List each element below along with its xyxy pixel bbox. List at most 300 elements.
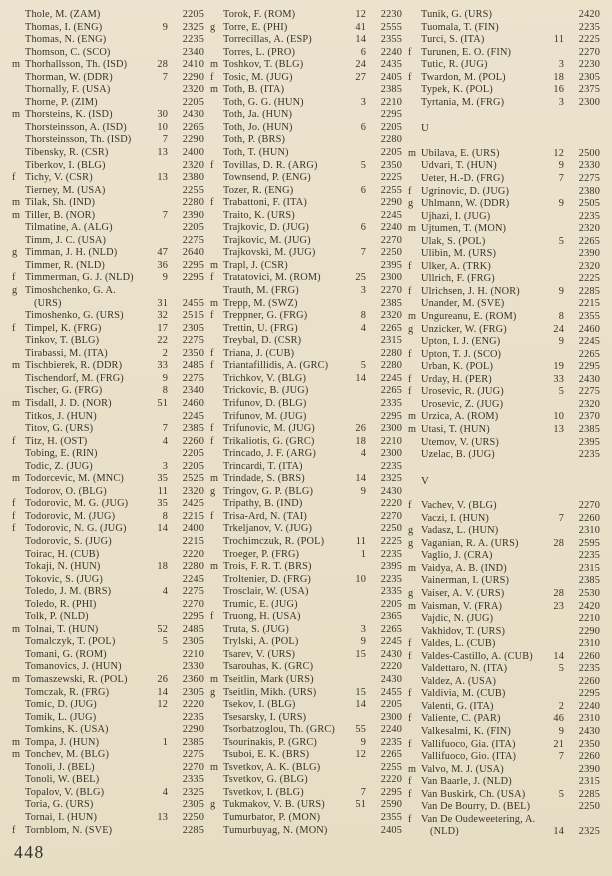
player-name: Valkesalmi, K. (FIN) xyxy=(421,725,511,737)
rating-value: 2215 xyxy=(578,298,600,310)
rating-entry xyxy=(12,84,204,97)
games-count xyxy=(342,385,366,398)
player-name: Toth, P. (BRS) xyxy=(223,134,286,146)
rating-entry xyxy=(12,172,204,185)
title-letter xyxy=(210,122,223,135)
player-name: Toledo, J. M. (BRS) xyxy=(25,586,112,598)
player-name: Thornally, F. (USA) xyxy=(25,84,111,96)
rating-entry xyxy=(408,437,600,450)
rating-value: 2225 xyxy=(380,535,402,547)
games-count: 12 xyxy=(355,749,366,761)
title-letter: g xyxy=(210,21,216,33)
rating-value: 2210 xyxy=(380,435,402,447)
rating-value: 2355 xyxy=(578,311,600,323)
rating-entry xyxy=(12,825,204,838)
player-name: Trkeljanov, V. (JUG) xyxy=(223,523,313,535)
player-name: Torrecillas, A. (ESP) xyxy=(223,34,312,46)
title-letter xyxy=(12,787,25,800)
rating-entry xyxy=(12,210,204,223)
title-letter: m xyxy=(408,147,417,159)
rating-value: 2295 xyxy=(578,688,600,700)
rating-value: 2380 xyxy=(182,172,204,184)
player-name: Tripathy, B. (IND) xyxy=(223,498,303,510)
rating-entry xyxy=(12,72,204,85)
games-count xyxy=(342,599,366,612)
rating-value: 2205 xyxy=(380,121,402,133)
rating-value: 2295 xyxy=(182,259,204,271)
rating-value: 2290 xyxy=(380,197,402,209)
title-letter: g xyxy=(210,686,216,698)
player-name: Tiberkov, I. (BLG) xyxy=(25,159,106,171)
rating-entry xyxy=(12,373,204,386)
title-letter: m xyxy=(12,473,21,485)
rating-value: 2430 xyxy=(182,109,204,121)
games-count xyxy=(144,724,168,737)
rating-value: 2430 xyxy=(380,673,402,685)
title-letter xyxy=(408,273,421,286)
rating-entry xyxy=(12,34,204,47)
rating-value: 2335 xyxy=(182,774,204,786)
rating-value: 2330 xyxy=(578,160,600,172)
rating-entry xyxy=(210,799,402,812)
rating-entry xyxy=(12,47,204,60)
player-name: Tischendorf, M. (FRG) xyxy=(25,372,124,384)
title-letter xyxy=(12,122,25,135)
games-count xyxy=(144,47,168,60)
player-name: Valdes, L. (CUB) xyxy=(421,638,496,650)
title-letter xyxy=(12,712,25,725)
games-count: 3 xyxy=(360,623,366,635)
games-count: 9 xyxy=(558,725,564,737)
player-name: Tsuboi, E. K. (BRS) xyxy=(223,749,310,761)
games-count xyxy=(540,550,564,563)
rating-value: 2235 xyxy=(578,449,600,461)
games-count xyxy=(342,134,366,147)
player-name: Tilak, Sh. (IND) xyxy=(25,197,96,209)
title-letter xyxy=(408,826,421,839)
title-letter: g xyxy=(210,799,216,811)
rating-entry xyxy=(210,134,402,147)
games-count: 14 xyxy=(553,826,564,838)
rating-value: 2245 xyxy=(182,573,204,585)
rating-value: 2330 xyxy=(182,661,204,673)
rating-entry xyxy=(12,59,204,72)
player-name: Tomalczyk, T. (POL) xyxy=(25,636,116,648)
title-letter xyxy=(210,825,223,838)
rating-value xyxy=(564,814,600,827)
rating-value: 2275 xyxy=(182,749,204,761)
title-letter xyxy=(408,97,421,110)
rating-value: 2295 xyxy=(380,786,402,798)
player-name: Turci, S. (ITA) xyxy=(421,34,485,46)
title-letter: f xyxy=(408,738,412,750)
title-letter xyxy=(12,185,25,198)
rating-entry xyxy=(408,713,600,726)
title-letter xyxy=(210,109,223,122)
title-letter xyxy=(12,335,25,348)
games-count xyxy=(144,549,168,562)
player-name: Tomaszewski, R. (POL) xyxy=(25,673,128,685)
games-count xyxy=(540,437,564,450)
rating-value: 2375 xyxy=(578,84,600,96)
games-count xyxy=(342,348,366,361)
title-letter: m xyxy=(12,397,21,409)
player-name: Trifunovic, M. (JUG) xyxy=(223,423,315,435)
games-count: 10 xyxy=(553,411,564,423)
rating-value: 2210 xyxy=(578,613,600,625)
rating-value: 2385 xyxy=(182,423,204,435)
rating-entry xyxy=(12,636,204,649)
rating-entry xyxy=(408,374,600,387)
games-count: 9 xyxy=(558,336,564,348)
title-letter: m xyxy=(12,360,21,372)
player-name: Typek, K. (POL) xyxy=(421,84,493,96)
rating-entry xyxy=(408,59,600,72)
games-count xyxy=(540,22,564,35)
rating-entry xyxy=(408,563,600,576)
rating-value: 2220 xyxy=(380,661,402,673)
rating-entry xyxy=(408,311,600,324)
rating-value: 2205 xyxy=(182,460,204,472)
title-letter: f xyxy=(408,348,412,360)
rating-value: 2360 xyxy=(182,673,204,685)
player-name: Trepp, M. (SWZ) xyxy=(223,297,298,309)
games-count: 9 xyxy=(162,21,168,33)
title-letter xyxy=(12,636,25,649)
games-count: 51 xyxy=(355,799,366,811)
rating-entry xyxy=(12,436,204,449)
rating-value: 2215 xyxy=(182,535,204,547)
rating-value: 2500 xyxy=(578,147,600,159)
rating-value: 2460 xyxy=(182,397,204,409)
title-letter xyxy=(408,84,421,97)
rating-value: 2265 xyxy=(380,385,402,397)
title-letter xyxy=(210,448,223,461)
player-name: Torok, F. (ROM) xyxy=(223,9,296,20)
player-name: Titov, G. (URS) xyxy=(25,423,94,435)
games-count xyxy=(540,764,564,777)
title-letter: f xyxy=(408,713,412,725)
title-letter xyxy=(12,611,25,624)
title-letter xyxy=(210,498,223,511)
rating-entry xyxy=(12,310,204,323)
rating-entry xyxy=(12,323,204,336)
title-letter: f xyxy=(12,322,16,334)
rating-entry xyxy=(408,211,600,224)
player-name: Tsesarsky, I. (URS) xyxy=(223,711,307,723)
player-name: Valiente, C. (PAR) xyxy=(421,713,501,725)
games-count xyxy=(342,298,366,311)
player-name: Truta, S. (JUG) xyxy=(223,623,289,635)
player-name: Tutic, R. (JUG) xyxy=(421,59,488,71)
player-name: Toth, G. G. (HUN) xyxy=(223,96,304,108)
rating-entry xyxy=(210,348,402,361)
player-name: Tilmatine, A. (ALG) xyxy=(25,222,113,234)
title-letter: f xyxy=(12,510,16,522)
player-name: Trickovic, B. (JUG) xyxy=(223,385,309,397)
rating-value: 2260 xyxy=(578,751,600,763)
title-letter xyxy=(12,411,25,424)
rating-value: 2590 xyxy=(380,799,402,811)
rating-value: 2235 xyxy=(182,34,204,46)
player-name: Trois, F. R. T. (BRS) xyxy=(223,561,312,573)
title-letter xyxy=(408,248,421,261)
player-name: Trabattoni, F. (ITA) xyxy=(223,197,307,209)
player-name: Urosevic, Z. (JUG) xyxy=(421,398,504,410)
player-name: Todorovic, M. (JUG) xyxy=(25,510,116,522)
games-count xyxy=(144,448,168,461)
rating-value: 2390 xyxy=(182,209,204,221)
title-letter: m xyxy=(408,411,417,423)
games-count: 4 xyxy=(162,586,168,598)
title-letter xyxy=(12,298,25,311)
rating-value: 2220 xyxy=(182,699,204,711)
rating-entry xyxy=(408,751,600,764)
title-letter xyxy=(210,235,223,248)
title-letter: f xyxy=(12,523,16,535)
player-name: Tomczak, R. (FRG) xyxy=(25,686,110,698)
rating-entry xyxy=(210,712,402,725)
rating-value: 2320 xyxy=(182,84,204,96)
player-name: Tibensky, R. (CSR) xyxy=(25,147,109,159)
rating-value: 2235 xyxy=(380,736,402,748)
title-letter xyxy=(12,385,25,398)
rating-value: 2430 xyxy=(578,725,600,737)
rating-value: 2290 xyxy=(578,625,600,637)
rating-value: 2280 xyxy=(380,134,402,146)
rating-entry xyxy=(408,513,600,526)
games-count: 55 xyxy=(355,724,366,736)
rating-value: 2340 xyxy=(182,385,204,397)
rating-value: 2320 xyxy=(182,159,204,171)
games-count: 5 xyxy=(558,663,564,675)
rating-entry xyxy=(408,613,600,626)
rating-entry xyxy=(210,561,402,574)
rating-entry xyxy=(210,825,402,838)
rating-entry xyxy=(12,787,204,800)
player-name: Titkos, J. (HUN) xyxy=(25,410,97,422)
rating-value: 2300 xyxy=(578,96,600,108)
player-name: Tomik, L. (JUG) xyxy=(25,711,97,723)
games-count: 8 xyxy=(558,311,564,323)
player-name: Ulibin, M. (URS) xyxy=(421,248,497,260)
player-name: Tonchev, M. (BLG) xyxy=(25,749,110,761)
rating-entry xyxy=(210,47,402,60)
games-count xyxy=(540,273,564,286)
games-count xyxy=(144,799,168,812)
rating-value: 2265 xyxy=(380,623,402,635)
player-name: Vallifuoco, Gia. (ITA) xyxy=(421,738,516,750)
player-name: Tornai, I. (HUN) xyxy=(25,812,98,823)
rating-value: 2280 xyxy=(182,561,204,573)
player-name: Thorne, P. (ZIM) xyxy=(25,96,98,108)
player-name: Trapl, J. (CSR) xyxy=(223,259,288,271)
rating-entry xyxy=(12,134,204,147)
games-count xyxy=(342,661,366,674)
rating-entry xyxy=(12,335,204,348)
rating-entry xyxy=(12,674,204,687)
player-name: Ulrichsen, J. H. (NOR) xyxy=(421,285,520,297)
player-name: Upton, T. J. (SCO) xyxy=(421,348,502,360)
games-count: 15 xyxy=(355,648,366,660)
title-letter xyxy=(12,84,25,97)
games-count: 3 xyxy=(162,460,168,472)
title-letter: f xyxy=(408,688,412,700)
player-name: Toth, Ja. (HUN) xyxy=(223,109,293,121)
rating-value: 2255 xyxy=(380,761,402,773)
rating-value: 2215 xyxy=(182,510,204,522)
rating-entry xyxy=(408,47,600,60)
title-letter xyxy=(210,549,223,562)
games-count xyxy=(540,626,564,639)
games-count: 11 xyxy=(157,485,168,497)
rating-value: 2260 xyxy=(182,435,204,447)
rating-entry xyxy=(210,72,402,85)
games-count xyxy=(540,575,564,588)
games-count xyxy=(540,638,564,651)
player-name: Tirabassi, M. (ITA) xyxy=(25,347,108,359)
title-letter: g xyxy=(408,525,414,537)
games-count xyxy=(342,712,366,725)
title-letter xyxy=(210,712,223,725)
rating-value: 2225 xyxy=(380,172,402,184)
games-count: 11 xyxy=(553,34,564,46)
games-count: 3 xyxy=(558,96,564,108)
rating-entry xyxy=(210,762,402,775)
rating-value: 2245 xyxy=(380,636,402,648)
player-name: Trincado, J. F. (ARG) xyxy=(223,448,316,460)
games-count: 4 xyxy=(162,786,168,798)
rating-value: 2275 xyxy=(578,173,600,185)
rating-entry xyxy=(12,486,204,499)
rating-value: 2305 xyxy=(182,636,204,648)
rating-value: 2420 xyxy=(578,9,600,20)
rating-value: 2395 xyxy=(380,561,402,573)
player-name: Tornblom, N. (SVE) xyxy=(25,824,113,836)
player-name: Uzelac, B. (JUG) xyxy=(421,449,495,461)
games-count: 9 xyxy=(558,160,564,172)
player-name: Tyrtania, M. (FRG) xyxy=(421,96,505,108)
rating-entry xyxy=(408,286,600,299)
player-name: Todorovic, M. G. (JUG) xyxy=(25,498,129,510)
player-name: Twardon, M. (POL) xyxy=(421,71,506,83)
player-name: Valdez, A. (USA) xyxy=(421,675,497,687)
player-name: Unander, M. (SVE) xyxy=(421,298,505,310)
title-letter: f xyxy=(408,71,412,83)
games-count: 47 xyxy=(157,247,168,259)
games-count: 35 xyxy=(157,498,168,510)
player-name: Tomani, G. (ROM) xyxy=(25,648,107,660)
title-letter: f xyxy=(12,272,16,284)
games-count: 33 xyxy=(157,360,168,372)
rating-entry xyxy=(210,737,402,750)
title-letter xyxy=(12,724,25,737)
title-letter: m xyxy=(12,749,21,761)
games-count: 2 xyxy=(162,347,168,359)
rating-value: 2385 xyxy=(380,84,402,96)
rating-value: 2430 xyxy=(380,485,402,497)
rating-value: 2205 xyxy=(182,9,204,20)
rating-value: 2295 xyxy=(182,611,204,623)
rating-value: 2350 xyxy=(578,738,600,750)
rating-entry xyxy=(408,538,600,551)
rating-entry xyxy=(12,724,204,737)
player-name: Timmer, R. (NLD) xyxy=(25,259,105,271)
title-letter xyxy=(210,373,223,386)
player-name: Troltenier, D. (FRG) xyxy=(223,573,312,585)
rating-value: 2420 xyxy=(578,600,600,612)
player-name: Valvo, M. J. (USA) xyxy=(421,763,504,775)
rating-entry xyxy=(408,726,600,739)
player-name: Vallifuoco, Gio. (ITA) xyxy=(421,751,517,763)
rating-entry xyxy=(210,285,402,298)
player-name: Truong, H. (USA) xyxy=(223,611,301,623)
player-name: Toshkov, T. (BLG) xyxy=(223,59,304,71)
rating-entry xyxy=(12,185,204,198)
player-name: Torre, E. (PHI) xyxy=(223,21,288,33)
rating-value: 2270 xyxy=(380,285,402,297)
title-letter: g xyxy=(408,587,414,599)
rating-value: 2270 xyxy=(578,46,600,58)
title-letter: m xyxy=(12,209,21,221)
title-letter xyxy=(12,310,25,323)
games-count xyxy=(144,84,168,97)
player-name: Vaganian, R. A. (URS) xyxy=(421,537,519,549)
player-name: Tsarev, V. (URS) xyxy=(223,648,296,660)
rating-entry xyxy=(210,649,402,662)
games-count: 9 xyxy=(162,272,168,284)
rating-entry xyxy=(408,186,600,199)
player-name: Townsend, P. (ENG) xyxy=(223,172,311,184)
player-name: Tolnai, T. (HUN) xyxy=(25,623,99,635)
title-letter: m xyxy=(210,473,219,485)
rating-value: 2285 xyxy=(578,788,600,800)
player-name: Udvari, T. (HUN) xyxy=(421,160,497,172)
player-name: Vaisman, V. (FRA) xyxy=(421,600,503,612)
games-count: 6 xyxy=(360,222,366,234)
rating-value: 2315 xyxy=(578,776,600,788)
rating-entry xyxy=(408,22,600,35)
title-letter xyxy=(210,9,223,22)
player-name: Thorsteinsson, Th. (ISD) xyxy=(25,134,132,146)
rating-value: 2405 xyxy=(380,824,402,836)
title-letter xyxy=(210,461,223,474)
player-name: Traito, K. (URS) xyxy=(223,209,295,221)
rating-entry xyxy=(210,699,402,712)
title-letter xyxy=(12,9,25,22)
rating-entry xyxy=(210,624,402,637)
player-name: Troeger, P. (FRG) xyxy=(223,548,300,560)
title-letter xyxy=(408,9,421,22)
rating-value: 2385 xyxy=(578,423,600,435)
rating-value: 2335 xyxy=(380,586,402,598)
games-count xyxy=(540,449,564,462)
player-name: Timman, J. H. (NLD) xyxy=(25,247,118,259)
games-count xyxy=(342,498,366,511)
rating-value: 2455 xyxy=(182,297,204,309)
title-letter xyxy=(408,613,421,626)
player-name: Vadasz, L. (HUN) xyxy=(421,525,499,537)
games-count: 21 xyxy=(553,738,564,750)
games-count: 4 xyxy=(360,448,366,460)
title-letter xyxy=(210,247,223,260)
games-count xyxy=(144,762,168,775)
games-count: 6 xyxy=(360,184,366,196)
player-name: Trajkovic, M. (JUG) xyxy=(223,234,311,246)
rating-entry xyxy=(12,661,204,674)
games-count xyxy=(540,525,564,538)
rating-entry xyxy=(408,676,600,689)
